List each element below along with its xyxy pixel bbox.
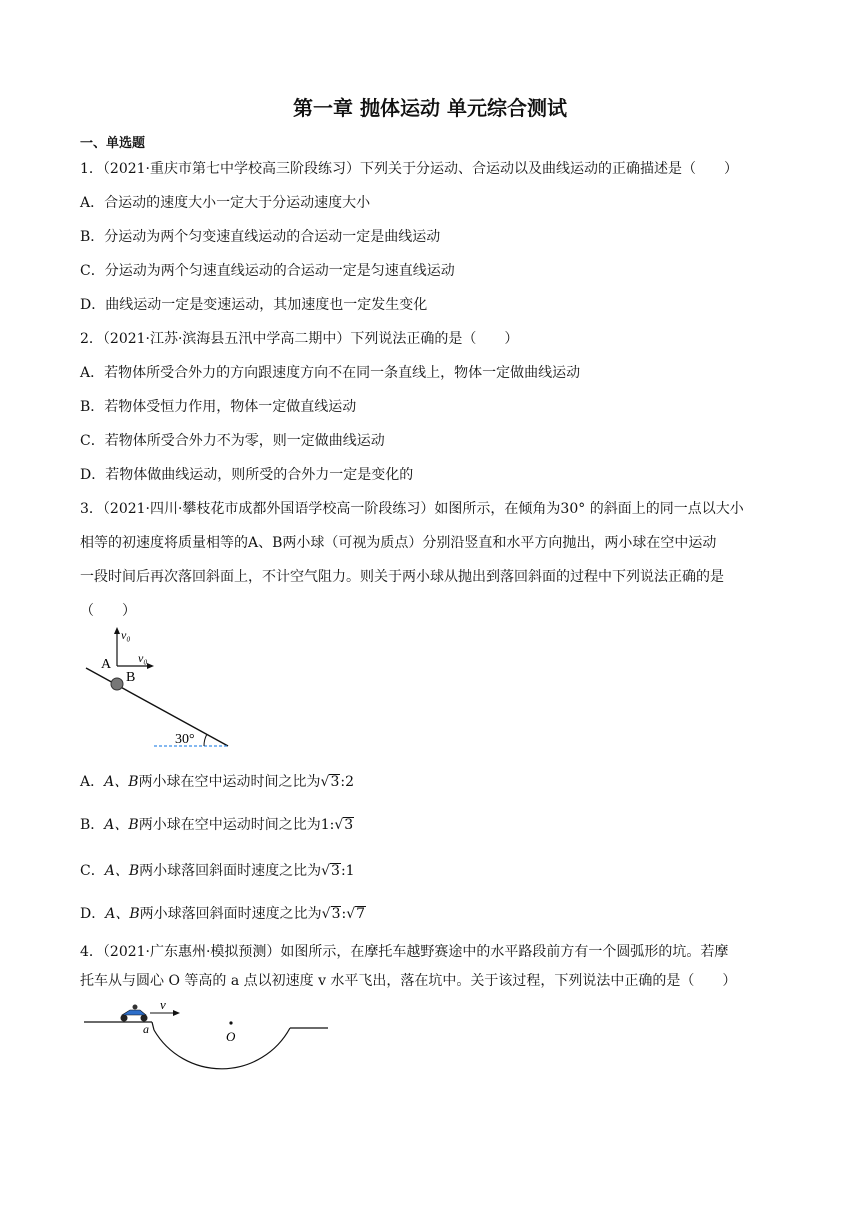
- label-a: A: [101, 657, 112, 672]
- ball-icon: [111, 678, 123, 690]
- q3-stem-line2: 相等的初速度将质量相等的A、B两小球（可视为质点）分别沿竖直和水平方向抛出，两小球在空中运动: [80, 535, 717, 551]
- q1-stem: 1．（2021·重庆市第七中学校高三阶段练习）下列关于分运动、合运动以及曲线运动的正确描述是（ ）: [80, 161, 738, 177]
- q4-stem-line1: 4．（2021·广东惠州·模拟预测）如图所示，在摩托车越野赛途中的水平路段前方有一个圆弧形的坑。若摩: [80, 944, 729, 960]
- q2-stem: 2．（2021·江苏·滨海县五汛中学高二期中）下列说法正确的是（ ）: [80, 331, 519, 347]
- angle-label: 30°: [175, 732, 195, 747]
- angle-arc: [204, 734, 207, 746]
- q3-option-b: B．A、B两小球在空中运动时间之比为1:√3: [80, 817, 354, 833]
- q3-option-d: D．A、B两小球落回斜面时速度之比为√3:√7: [80, 906, 366, 922]
- motorcycle-icon: [121, 1005, 148, 1022]
- q3-option-c: C．A、B两小球落回斜面时速度之比为√3:1: [80, 863, 355, 879]
- v-label: v: [160, 997, 166, 1012]
- label-b: B: [126, 670, 136, 685]
- center-dot: [229, 1021, 232, 1024]
- q3-incline-figure: [80, 624, 250, 754]
- q1-option-c: C．分运动为两个匀速直线运动的合运动一定是匀速直线运动: [80, 263, 455, 279]
- a-label: a: [143, 1022, 149, 1036]
- q2-option-b: B．若物体受恒力作用，物体一定做直线运动: [80, 399, 357, 415]
- page-title: 第一章 抛体运动 单元综合测试: [293, 96, 567, 120]
- section-heading: 一、单选题: [80, 136, 146, 151]
- q4-pit-figure: [80, 996, 340, 1100]
- q4-stem-line2: 托车从与圆心 O 等高的 a 点以初速度 v 水平飞出，落在坑中。关于该过程，下列说法中正确的是（ ）: [80, 973, 737, 989]
- q1-option-a: A．合运动的速度大小一定大于分运动速度大小: [80, 195, 371, 211]
- q2-option-a: A．若物体所受合外力的方向跟速度方向不在同一条直线上，物体一定做曲线运动: [80, 365, 581, 381]
- q3-option-a: A．A、B两小球在空中运动时间之比为√3:2: [80, 774, 354, 790]
- o-label: O: [226, 1029, 236, 1044]
- q3-stem-line3: 一段时间后再次落回斜面上，不计空气阻力。则关于两小球从抛出到落回斜面的过程中下列说法正确的是: [80, 569, 724, 585]
- arrow-up-icon: [114, 627, 120, 634]
- q1-option-b: B．分运动为两个匀变速直线运动的合运动一定是曲线运动: [80, 229, 441, 245]
- v0-up-label: v₀: [121, 628, 131, 642]
- v0-right-label: v₀: [138, 651, 148, 665]
- q2-option-d: D．若物体做曲线运动，则所受的合外力一定是变化的: [80, 467, 414, 483]
- arrow-right-icon: [147, 663, 154, 669]
- q3-stem-line1: 3．（2021·四川·攀枝花市成都外国语学校高一阶段练习）如图所示，在倾角为30° 的斜面上的同一点以大小: [80, 501, 744, 517]
- q3-stem-line4: （ ）: [80, 603, 136, 619]
- q1-option-d: D．曲线运动一定是变速运动，其加速度也一定发生变化: [80, 297, 428, 313]
- q2-option-c: C．若物体所受合外力不为零，则一定做曲线运动: [80, 433, 385, 449]
- pit-arc: [154, 1028, 290, 1069]
- arrow-right-icon: [173, 1010, 180, 1016]
